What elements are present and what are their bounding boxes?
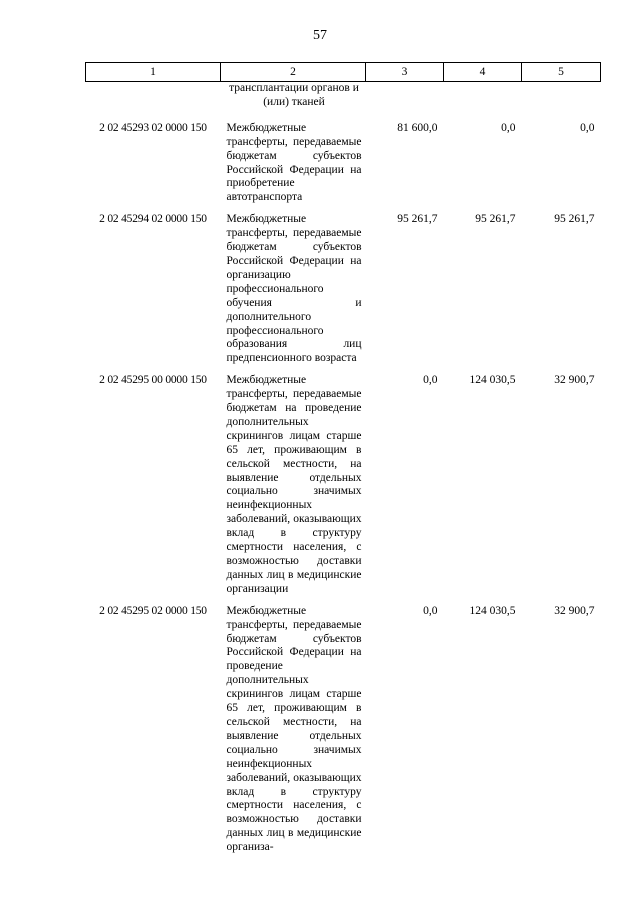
budget-code	[86, 82, 221, 122]
value-col-5: 32 900,7	[554, 604, 595, 617]
value-col-5: 95 261,7	[554, 213, 595, 226]
table-row	[86, 82, 601, 122]
value-col-3: 95 261,7	[397, 213, 438, 226]
column-header-5: 5	[522, 63, 601, 82]
description: Межбюджетные трансферты, передаваемые бюджетам субъектов Российской Федерации на приобретение автотранспорта	[226, 121, 362, 204]
budget-code: 2 02 45294 02 0000 150	[99, 213, 207, 226]
value-col-4: 124 030,5	[469, 374, 516, 387]
column-header-3: 3	[366, 63, 444, 82]
column-header-1: 1	[86, 63, 221, 82]
value-col-4: 0,0	[501, 121, 516, 134]
value-col-3: 81 600,0	[397, 121, 438, 134]
value-col-3	[366, 82, 444, 122]
page-number: 57	[313, 28, 327, 43]
description: Межбюджетные трансферты, передаваемые бюджетам на проведение дополнительных скринингов лицам старше 65 лет, проживающим в сельской местности, на выявление отдельных социально значимых неинфекционных заболеваний, оказывающих вклад в структуру смертности населения, с возможностью доставки данных лиц в медицинские организации	[226, 374, 362, 595]
value-col-4	[444, 82, 522, 122]
column-header-4: 4	[444, 63, 522, 82]
value-col-5: 0,0	[580, 121, 595, 134]
budget-code: 2 02 45295 00 0000 150	[99, 374, 207, 387]
table-header	[86, 63, 601, 82]
budget-code: 2 02 45293 02 0000 150	[99, 121, 207, 134]
table-body	[86, 82, 601, 864]
value-col-5: 32 900,7	[554, 374, 595, 387]
budget-code: 2 02 45295 02 0000 150	[99, 604, 207, 617]
budget-table	[85, 62, 601, 863]
value-col-5	[522, 82, 601, 122]
table-row	[86, 213, 601, 374]
description: Межбюджетные трансферты, передаваемые бюджетам субъектов Российской Федерации на организацию профессионального обучения и дополнительного профессионального образования лиц предпенсионного возраста	[226, 213, 362, 365]
value-col-4: 95 261,7	[475, 213, 516, 226]
value-col-4: 124 030,5	[469, 604, 516, 617]
table-row	[86, 122, 601, 213]
value-col-3: 0,0	[423, 604, 438, 617]
table-row	[86, 605, 601, 863]
value-col-3: 0,0	[423, 374, 438, 387]
table-row	[86, 374, 601, 605]
column-header-2: 2	[221, 63, 366, 82]
header-row	[86, 63, 601, 82]
description: Межбюджетные трансферты, передаваемые бюджетам субъектов Российской Федерации на проведение дополнительных скринингов лицам старше 65 лет, проживающим в сельской местности, на выявление отдельных социально значимых неинфекционных заболеваний, оказывающих вклад в структуру смертности населения, с возможностью доставки данных лиц в медицинские организа-	[226, 604, 362, 854]
description: трансплантации органов и (или) тканей	[229, 82, 359, 108]
